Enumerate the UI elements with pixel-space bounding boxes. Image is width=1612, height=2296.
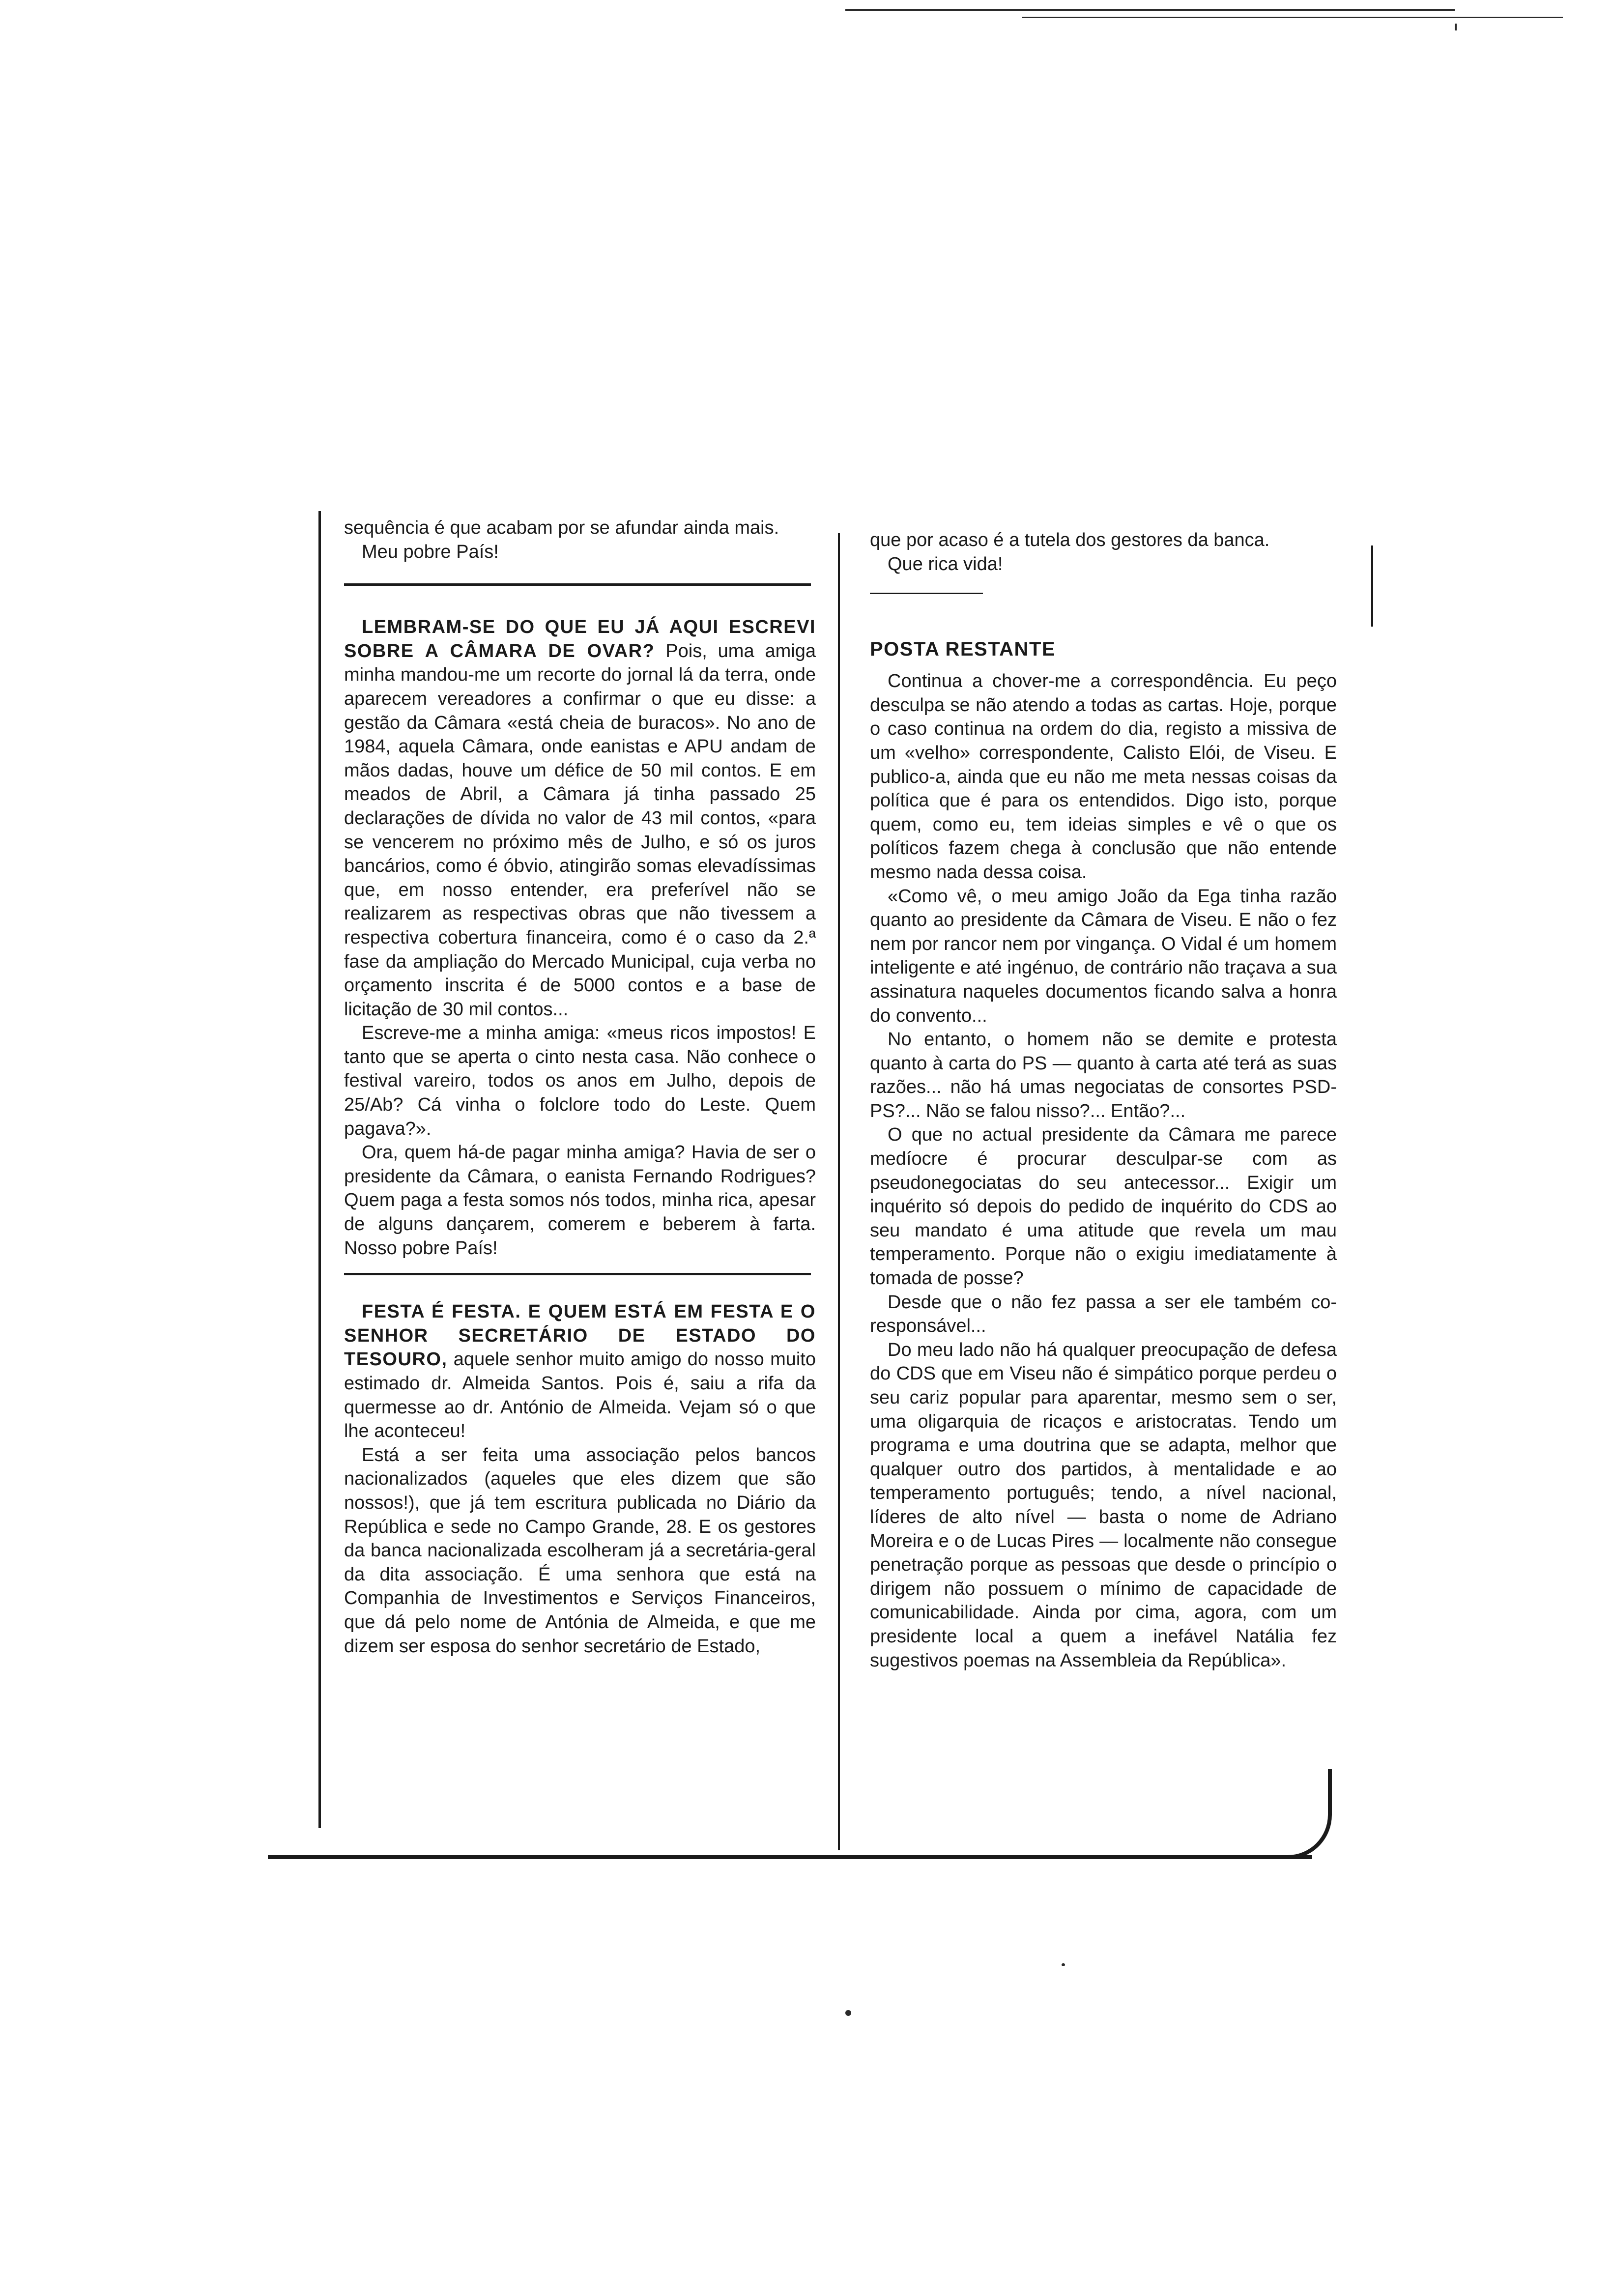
center-column-rule	[838, 533, 840, 1850]
ovar-article-paragraph: Pois, uma amiga minha mandou-me um recorte do jornal lá da terra, onde aparecem vereadores a confirmar o que eu disse: a gestão da Câmara «está cheia de buracos». No ano de 1984, aquela Câmara, onde eanistas e APU andam de mãos dadas, houve um défice de 50 mil contos. E em meados de Abril, a Câmara já tinha passado 25 declarações de dívida no valor de 43 mil contos, «para se vencerem no próximo mês de Julho, e só os juros bancários, como é óbvio, atingirão somas elevadíssimas que, em nosso entender, era preferível não se realizarem as respectivas obras que não tivessem a respectiva cobertura financeira, como é o caso da 2.ª fase da ampliação do Mercado Municipal, cuja verba no orçamento inscrita é de 5000 contos e a base de licitação de 30 mil contos...	[344, 640, 816, 1020]
section-divider	[344, 583, 811, 586]
ovar-article-paragraph: Ora, quem há-de pagar minha amiga? Havia de ser o presidente da Câmara, o eanista Fernando Rodrigues? Quem paga a festa somos nós todos, minha rica, apesar de alguns dançarem, comerem e beberem à farta. Nosso pobre País!	[344, 1142, 816, 1259]
scan-edge-mark	[1455, 24, 1457, 30]
right-intro-closing: Que rica vida!	[888, 553, 1003, 574]
left-column	[344, 516, 816, 1658]
ovar-article-heading: LEMBRAM-SE DO QUE EU JÁ AQUI ESCREVI SOBRE A CÂMARA DE OVAR?	[344, 617, 816, 661]
left-intro-closing: Meu pobre País!	[362, 541, 499, 562]
scan-speck	[845, 2010, 851, 2016]
left-column-rule	[318, 511, 321, 1828]
right-column	[870, 528, 1337, 1672]
ovar-article-paragraph: Escreve-me a minha amiga: «meus ricos impostos! E tanto que se aperta o cinto nesta casa. Não conhece o festival vareiro, todos os anos em Julho, depois de 25/Ab? Cá vinha o folclore todo do Leste. Quem pagava?».	[344, 1023, 816, 1139]
posta-restante-paragraph: Do meu lado não há qualquer preocupação de defesa do CDS que em Viseu não é simpático porque perdeu o seu cariz popular para aparentar, mesmo sem o ser, uma oligarquia de ricaços e aristocratas. Tendo um programa e uma doutrina que se adapta, melhor que qualquer outro dos partidos, à mentalidade e ao temperamento português; tendo, a nível nacional, líderes de alto nível — basta o nome de Adriano Moreira e o de Lucas Pires — localmente não consegue penetração porque as pessoas que desde o princípio o dirigem não possuem o mínimo de capacidade de comunicabilidade. Ainda por cima, agora, com um presidente local a quem a inefável Natália fez sugestivos poemas na Assembleia da República».	[870, 1339, 1337, 1671]
tesouro-article-paragraph: Está a ser feita uma associação pelos bancos nacionalizados (aqueles que eles dizem que são nossos!), que já tem escritura publicada no Diário da República e sede no Campo Grande, 28. E os gestores da banca nacionalizada escolheram já a secretária-geral da dita associação. É uma senhora que está na Companhia de Investimentos e Serviços Financeiros, que dá pelo nome de Antónia de Almeida, e que me dizem ser esposa do senhor secretário de Estado,	[344, 1444, 816, 1657]
tesouro-article-paragraph: aquele senhor muito amigo do nosso muito estimado dr. Almeida Santos. Pois é, saiu a rifa da quermesse ao dr. António de Almeida. Vejam só o que lhe aconteceu!	[344, 1349, 816, 1442]
right-edge-rule	[1371, 545, 1373, 627]
posta-restante-paragraph: «Como vê, o meu amigo João da Ega tinha razão quanto ao presidente da Câmara de Viseu. E não o fez nem por rancor nem por vingança. O Vidal é um homem inteligente e até ingénuo, de contrário não traçava a sua assinatura naqueles documentos ficando salva a honra do convento...	[870, 886, 1337, 1026]
scan-edge-line	[845, 9, 1455, 11]
scan-speck	[1062, 1963, 1065, 1966]
ovar-article-lead	[344, 615, 816, 1021]
posta-restante-paragraph: Desde que o não fez passa a ser ele também co-responsável...	[870, 1292, 1337, 1337]
left-intro-text: sequência é que acabam por se afundar ainda mais.	[344, 517, 779, 538]
section-divider	[344, 1273, 811, 1275]
tesouro-article-heading: FESTA É FESTA. E QUEM ESTÁ EM FESTA E O SENHOR SECRETÁRIO DE ESTADO DO TESOURO,	[344, 1301, 816, 1370]
posta-restante-title: POSTA RESTANTE	[870, 638, 1056, 660]
posta-restante-paragraph: O que no actual presidente da Câmara me parece medíocre é procurar desculpar-se com as pseudonegociatas do seu antecessor... Exigir um inquérito só depois do pedido de inquérito do CDS ao seu mandato é uma atitude que revela um mau temperamento. Porque não o exigiu imediatamente à tomada de posse?	[870, 1124, 1337, 1289]
section-divider	[870, 593, 983, 594]
posta-restante-paragraph: Continua a chover-me a correspondência. Eu peço desculpa se não atendo a todas as cartas. Hoje, porque o caso continua na ordem do dia, registo a missiva de um «velho» correspondente, Calisto Elói, de Viseu. E publico-a, ainda que eu não me meta nessas coisas da política que é para os entendidos. Digo isto, porque quem, como eu, tem ideias simples e vê o que os políticos fazem chega à conclusão que não entende mesmo nada dessa coisa.	[870, 671, 1337, 883]
clipping-frame-corner	[1273, 1769, 1332, 1859]
posta-restante-paragraph: No entanto, o homem não se demite e protesta quanto à carta do PS — quanto à carta até terá as suas razões... não há umas negociatas de consortes PSD-PS?... Não se falou nisso?... Então?...	[870, 1029, 1337, 1121]
right-intro-text: que por acaso é a tutela dos gestores da banca.	[870, 530, 1270, 550]
scan-edge-line	[1022, 17, 1563, 18]
clipping-frame-bottom	[268, 1855, 1312, 1859]
tesouro-article-lead	[344, 1300, 816, 1443]
